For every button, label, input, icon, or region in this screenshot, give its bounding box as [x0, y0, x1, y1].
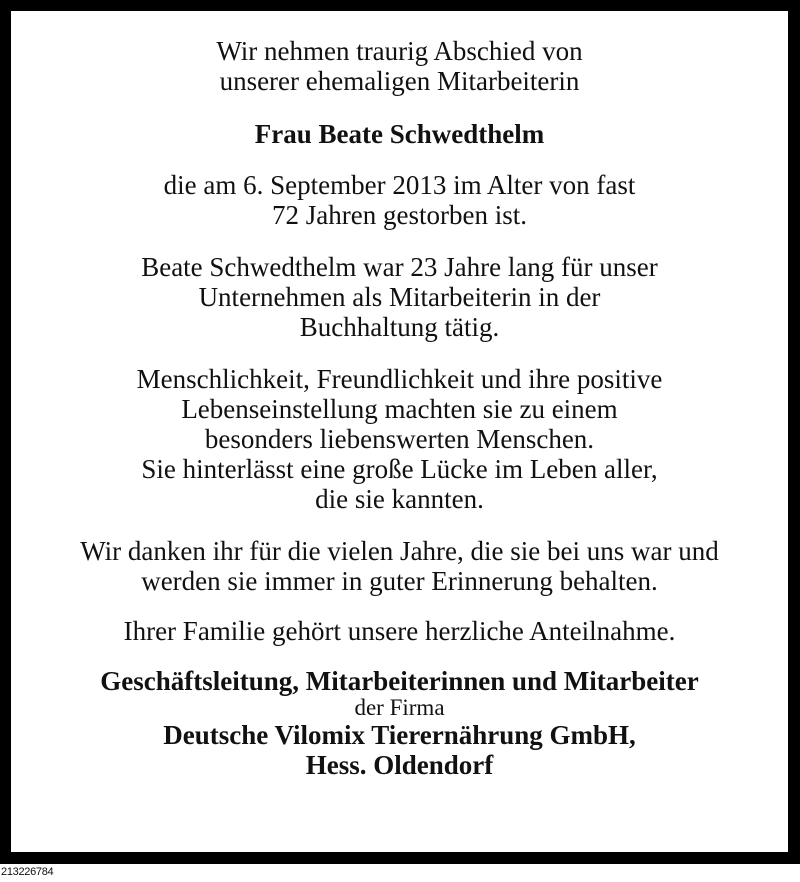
deceased-name: Frau Beate Schwedthelm — [254, 119, 545, 149]
career-line: Beate Schwedthelm war 23 Jahre lang für unser — [141, 252, 658, 282]
intro-line: unserer ehemaligen Mitarbeiterin — [219, 66, 580, 96]
tribute-line: Lebenseinstellung machten sie zu einem — [181, 394, 618, 424]
notice-content — [11, 11, 788, 780]
signature-company: Deutsche Vilomix Tierernährung GmbH, — [163, 720, 636, 750]
condolence-line: Ihrer Familie gehört unsere herzliche Anteilnahme. — [123, 616, 676, 646]
ad-id: 213226784 — [1, 866, 54, 878]
tribute-line: die sie kannten. — [315, 484, 484, 514]
signature-company-label: der Firma — [354, 695, 445, 720]
thanks-line: Wir danken ihr für die vielen Jahre, die sie bei uns war und — [80, 536, 719, 566]
signature-line: Geschäftsleitung, Mitarbeiterinnen und Mitarbeiter — [100, 666, 699, 696]
signature-location: Hess. Oldendorf — [305, 750, 494, 780]
death-line: 72 Jahren gestorben ist. — [272, 200, 527, 230]
tribute-line: Menschlichkeit, Freundlichkeit und ihre positive — [136, 364, 663, 394]
career-line: Buchhaltung tätig. — [299, 312, 500, 342]
intro-line: Wir nehmen traurig Abschied von — [216, 36, 583, 66]
tribute-line: Sie hinterlässt eine große Lücke im Leben aller, — [141, 454, 658, 484]
notice-body — [11, 11, 788, 852]
career-line: Unternehmen als Mitarbeiterin in der — [198, 282, 601, 312]
death-line: die am 6. September 2013 im Alter von fast — [163, 170, 636, 200]
thanks-line: werden sie immer in guter Erinnerung behalten. — [141, 566, 658, 596]
tribute-line: besonders liebenswerten Menschen. — [204, 424, 595, 454]
